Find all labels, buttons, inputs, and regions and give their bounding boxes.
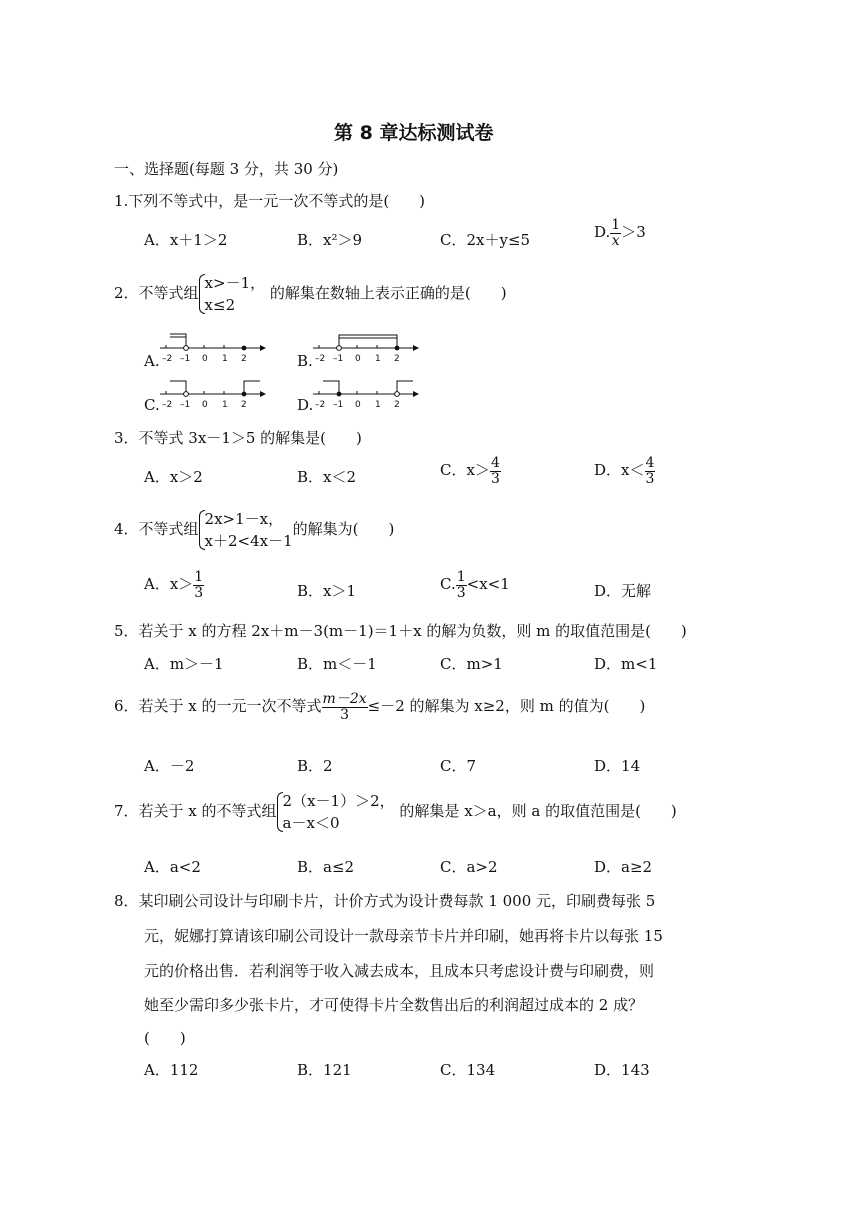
q4-option-b: B．x＞1 — [297, 582, 357, 600]
q3-option-a: A．x＞2 — [144, 468, 203, 486]
q1-d-label: D. — [594, 223, 611, 242]
q4-a-denominator: 3 — [194, 584, 204, 601]
q5-option-d: D．m<1 — [594, 655, 658, 673]
q3-option-b: B．x＜2 — [297, 468, 357, 486]
tick-label: –2 — [162, 354, 173, 364]
q3-d-prefix: D．x＜ — [594, 461, 645, 480]
question-6-stem — [114, 692, 645, 722]
q4-c-numerator: 1 — [456, 569, 466, 585]
q7-system — [277, 790, 395, 834]
q7-option-b: B．a≤2 — [297, 858, 355, 876]
tick-label: 0 — [355, 400, 361, 410]
q5-option-b: B．m＜－1 — [297, 655, 377, 673]
tick-label: 2 — [241, 354, 247, 364]
q6-numerator: m－2x — [322, 691, 367, 707]
tick-label: 1 — [375, 400, 381, 410]
q6-fraction — [322, 692, 368, 722]
question-8-line-3: 元的价格出售．若利润等于收入减去成本，且成本只考虑设计费与印刷费，则 — [144, 962, 655, 980]
q7-pre: 7．若关于 x 的不等式组 — [114, 802, 277, 820]
q4-line1: 2x>1－x， — [204, 510, 284, 528]
number-line-c — [156, 376, 268, 410]
section-heading: 一、选择题(每题 3 分，共 30 分) — [114, 160, 339, 178]
q2-label-c: C. — [144, 396, 160, 414]
q3-d-fraction — [645, 456, 656, 486]
q8-option-b: B．121 — [297, 1061, 352, 1079]
tick-label: 1 — [222, 400, 228, 410]
q3-c-fraction — [490, 456, 501, 486]
q4-line2: x＋2<4x－1 — [204, 532, 293, 550]
tick-label: 0 — [202, 354, 208, 364]
q2-post: 的解集在数轴上表示正确的是( ) — [269, 284, 507, 302]
number-line-b — [309, 330, 421, 364]
q3-d-denominator: 3 — [645, 470, 655, 487]
q1-option-d — [594, 218, 646, 248]
q4-system — [199, 508, 293, 552]
q4-option-d: D．无解 — [594, 582, 652, 600]
tick-label: –1 — [180, 400, 191, 410]
q5-option-c: C．m>1 — [440, 655, 503, 673]
question-8-line-5: ( ) — [144, 1029, 186, 1047]
q2-line2: x≤2 — [204, 296, 236, 314]
q7-post: 的解集是 x＞a，则 a 的取值范围是( ) — [399, 802, 677, 820]
question-4-stem — [114, 508, 394, 552]
number-line-d — [309, 376, 421, 410]
q3-c-prefix: C．x＞ — [440, 461, 490, 480]
tick-label: –1 — [333, 400, 344, 410]
q4-option-a — [144, 570, 204, 600]
q3-c-numerator: 4 — [490, 455, 500, 471]
q7-option-a: A．a<2 — [144, 858, 201, 876]
q6-post: ≤－2 的解集为 x≥2，则 m 的值为( ) — [367, 697, 646, 716]
q1-option-c: C．2x＋y≤5 — [440, 231, 531, 249]
q2-line1: x>－1， — [204, 274, 266, 292]
q4-c-tail: <x<1 — [466, 575, 510, 594]
q6-pre: 6．若关于 x 的一元一次不等式 — [114, 697, 322, 716]
question-7-stem — [114, 790, 677, 834]
q2-label-a: A. — [144, 352, 160, 370]
question-3-stem: 3．不等式 3x－1＞5 的解集是( ) — [114, 429, 362, 447]
tick-label: 2 — [241, 400, 247, 410]
q8-option-d: D．143 — [594, 1061, 650, 1079]
question-8-line-1: 8．某印刷公司设计与印刷卡片，计价方式为设计费每款 1 000 元，印刷费每张 5 — [114, 892, 656, 910]
tick-label: 2 — [394, 354, 400, 364]
q6-option-a: A．－2 — [144, 757, 195, 775]
q1-d-numerator: 1 — [611, 217, 621, 233]
q1-d-fraction — [610, 218, 621, 248]
q5-option-a: A．m＞－1 — [144, 655, 224, 673]
question-5-stem: 5．若关于 x 的方程 2x＋m－3(m－1)＝1＋x 的解为负数，则 m 的取值范围是( ) — [114, 622, 687, 640]
tick-label: –2 — [315, 354, 326, 364]
q4-option-c — [440, 570, 510, 600]
tick-label: 1 — [222, 354, 228, 364]
q6-denominator: 3 — [340, 706, 350, 723]
q4-pre: 4．不等式组 — [114, 520, 199, 538]
tick-label: 0 — [355, 354, 361, 364]
question-1-stem: 1.下列不等式中，是一元一次不等式的是( ) — [114, 192, 426, 210]
question-8-line-4: 她至少需印多少张卡片，才可使得卡片全数售出后的利润超过成本的 2 成？ — [144, 996, 644, 1014]
q6-option-b: B．2 — [297, 757, 333, 775]
tick-label: –1 — [333, 354, 344, 364]
q4-a-fraction — [193, 570, 204, 600]
q7-line2: a－x＜0 — [282, 814, 340, 832]
number-line-a — [156, 330, 268, 364]
tick-label: –2 — [315, 400, 326, 410]
tick-label: –1 — [180, 354, 191, 364]
tick-label: 0 — [202, 400, 208, 410]
q2-system — [199, 272, 266, 316]
tick-label: –2 — [162, 400, 173, 410]
q4-a-prefix: A．x＞ — [144, 575, 194, 594]
q6-option-c: C．7 — [440, 757, 477, 775]
q1-d-tail: ＞3 — [621, 223, 646, 242]
question-2-stem — [114, 272, 507, 316]
q1-d-denominator: x — [611, 232, 620, 249]
q4-a-numerator: 1 — [194, 569, 204, 585]
q2-label-d: D. — [297, 396, 314, 414]
q7-option-c: C．a>2 — [440, 858, 498, 876]
tick-label: 2 — [394, 400, 400, 410]
q1-option-b: B．x²＞9 — [297, 231, 363, 249]
q4-c-label: C. — [440, 575, 456, 594]
q4-c-fraction — [456, 570, 467, 600]
page-title: 第 8 章达标测试卷 — [334, 122, 494, 144]
q8-option-a: A．112 — [144, 1061, 199, 1079]
q7-option-d: D．a≥2 — [594, 858, 653, 876]
q6-option-d: D．14 — [594, 757, 641, 775]
tick-label: 1 — [375, 354, 381, 364]
q1-option-a: A．x＋1＞2 — [144, 231, 228, 249]
q2-pre: 2．不等式组 — [114, 284, 199, 302]
q3-c-denominator: 3 — [490, 470, 500, 487]
q3-option-d — [594, 456, 655, 486]
q3-d-numerator: 4 — [645, 455, 655, 471]
q8-option-c: C．134 — [440, 1061, 496, 1079]
q7-line1: 2（x－1）＞2， — [282, 792, 395, 810]
q4-c-denominator: 3 — [456, 584, 466, 601]
q2-label-b: B. — [297, 352, 313, 370]
q4-post: 的解集为( ) — [292, 520, 395, 538]
q3-option-c — [440, 456, 501, 486]
question-8-line-2: 元，妮娜打算请该印刷公司设计一款母亲节卡片并印刷，她再将卡片以每张 15 — [144, 927, 663, 945]
